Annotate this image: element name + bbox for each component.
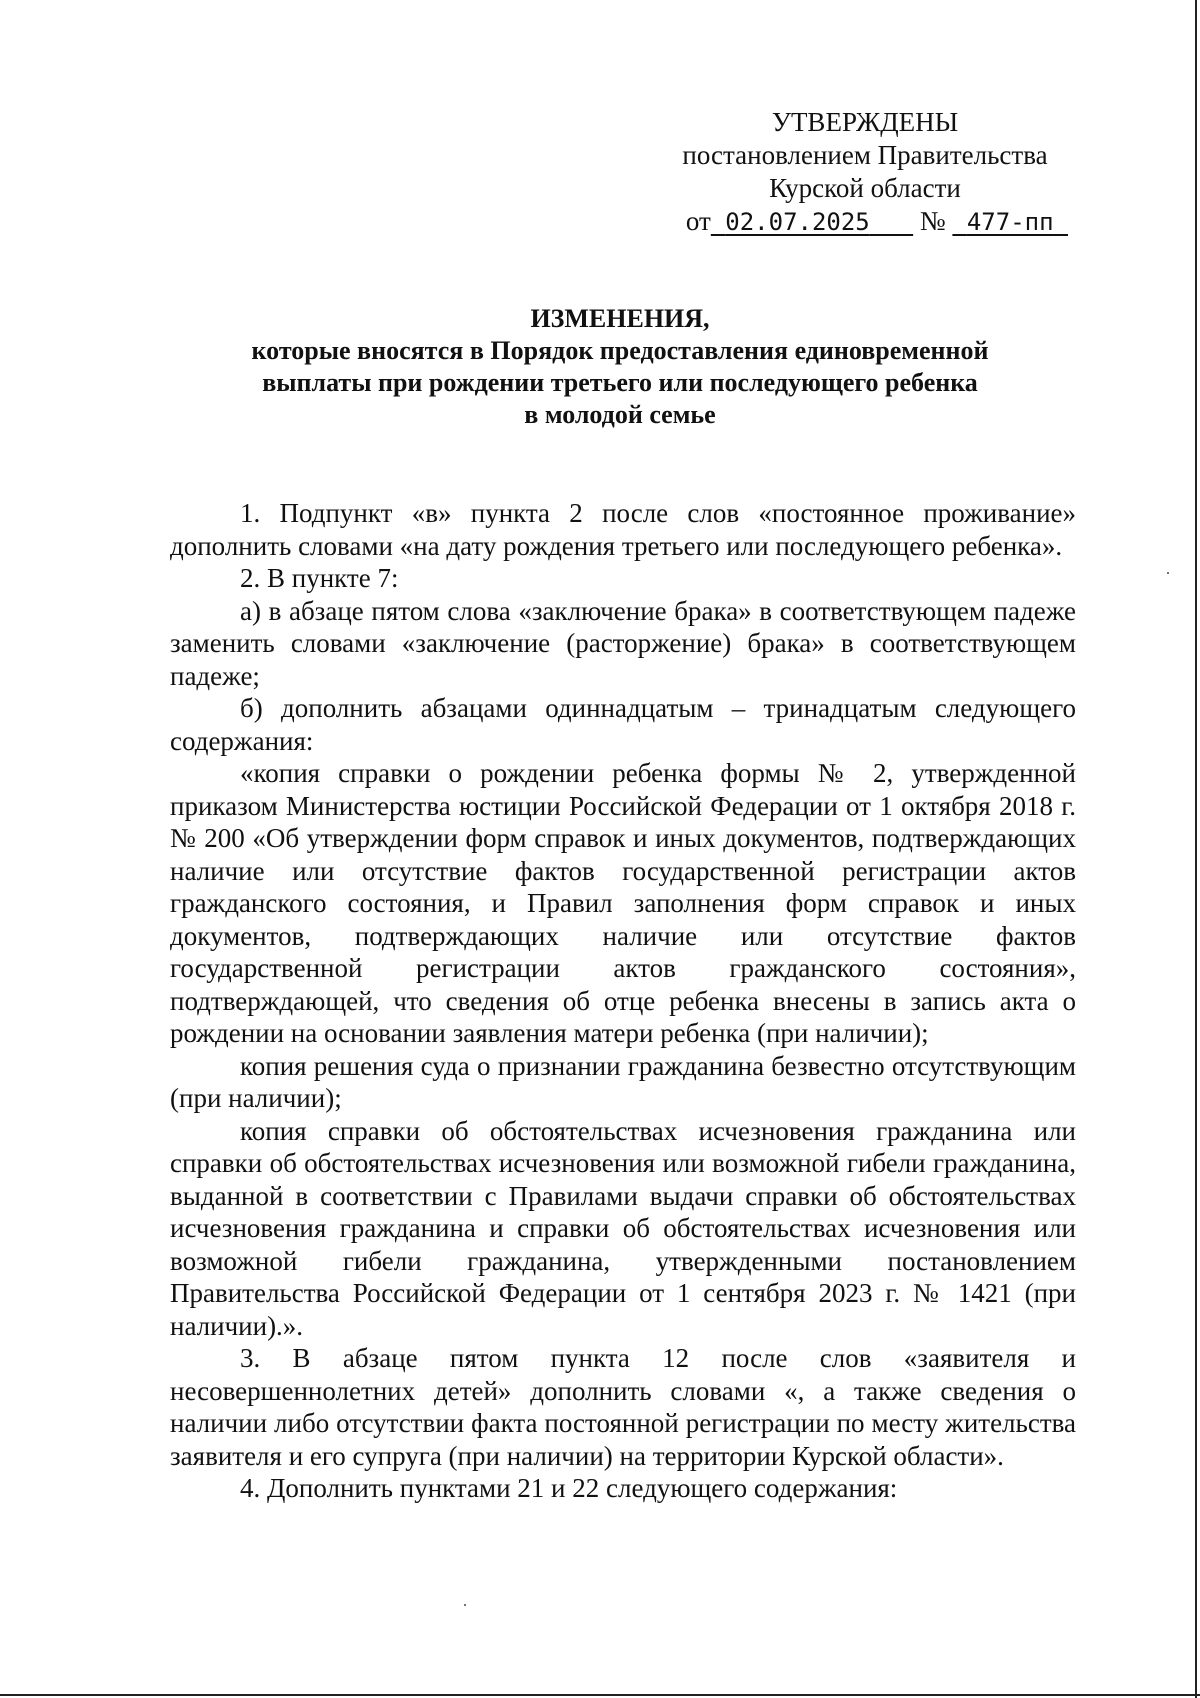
paragraph-2b-item-3: копия справки об обстоятельствах исчезновения гражданина или справки об обстоятельствах исчезновения или возможной гибели гражданина, выданной в соответствии с Правилами выдачи справки об обстоятельствах исчезновения гражданина и справки об обстоятельствах исчезновения или возможной гибели гражданина, утвержденными постановлением Правительства Российской Федерации от 1 сентября 2023 г. № 1421 (при наличии).». [170, 1115, 1076, 1341]
title-line-1: которые вносятся в Порядок предоставления единовременной [251, 336, 989, 365]
date-prefix: от [685, 206, 711, 236]
approval-number: 477-пп [966, 208, 1054, 236]
scan-speck [1167, 572, 1169, 574]
paragraph-2b-item-1: «копия справки о рождении ребенка формы № 2, утвержденной приказом Министерства юстиции Российской Федерации от 1 октября 2018 г. № 200 «Об утверждении форм справок и иных документов, подтверждающих наличие или отсутствие фактов государственной регистрации актов гражданского состояния, и Правил заполнения форм справок и иных документов, подтверждающих наличие или отсутствие фактов государственной регистрации актов гражданского состояния», подтверждающей, что сведения об отце ребенка внесены в запись акта о рождении на основании заявления матери ребенка (при наличии); [170, 758, 1076, 1048]
paragraph-2: 2. В пункте 7: [240, 563, 399, 593]
approval-date-line [660, 205, 1070, 239]
approval-line-2: постановлением Правительства [682, 140, 1048, 170]
paragraph-2a: а) в абзаце пятом слова «заключение брака» в соответствующем падеже заменить словами «заключение (расторжение) брака» в соответствующем падеже; [170, 595, 1076, 691]
title-heading: ИЗМЕНЕНИЯ, [530, 304, 710, 333]
document-body [170, 497, 1076, 1505]
scan-speck [464, 1604, 466, 1606]
approval-line-1: УТВЕРЖДЕНЫ [771, 107, 959, 137]
document-title [170, 303, 1070, 431]
approval-date: 02.07.2025 [725, 208, 870, 236]
title-line-3: в молодой семье [524, 400, 716, 429]
paragraph-3: 3. В абзаце пятом пункта 12 после слов «заявителя и несовершеннолетних детей» дополнить словами «, а также сведения о наличии либо отсутствии факта постоянной регистрации по месту жительства заявителя и его супруга (при наличии) на территории Курской области». [170, 1343, 1076, 1471]
paragraph-2b-item-2: копия решения суда о признании гражданина безвестно отсутствующим (при наличии); [170, 1050, 1076, 1113]
paragraph-4: 4. Дополнить пунктами 21 и 22 следующего содержания: [240, 1473, 898, 1503]
paragraph-1: 1. Подпункт «в» пункта 2 после слов «постоянное проживание» дополнить словами «на дату рождения третьего или последующего ребенка». [170, 498, 1076, 561]
title-line-2: выплаты при рождении третьего или последующего ребенка [262, 368, 978, 397]
number-prefix: № [919, 206, 946, 236]
approval-line-3: Курской области [769, 173, 961, 203]
approval-block [660, 106, 1070, 239]
paragraph-2b: б) дополнить абзацами одиннадцатым – тринадцатым следующего содержания: [170, 693, 1076, 756]
scan-border-bottom [0, 1694, 1200, 1696]
scan-border-right [1195, 0, 1197, 1698]
